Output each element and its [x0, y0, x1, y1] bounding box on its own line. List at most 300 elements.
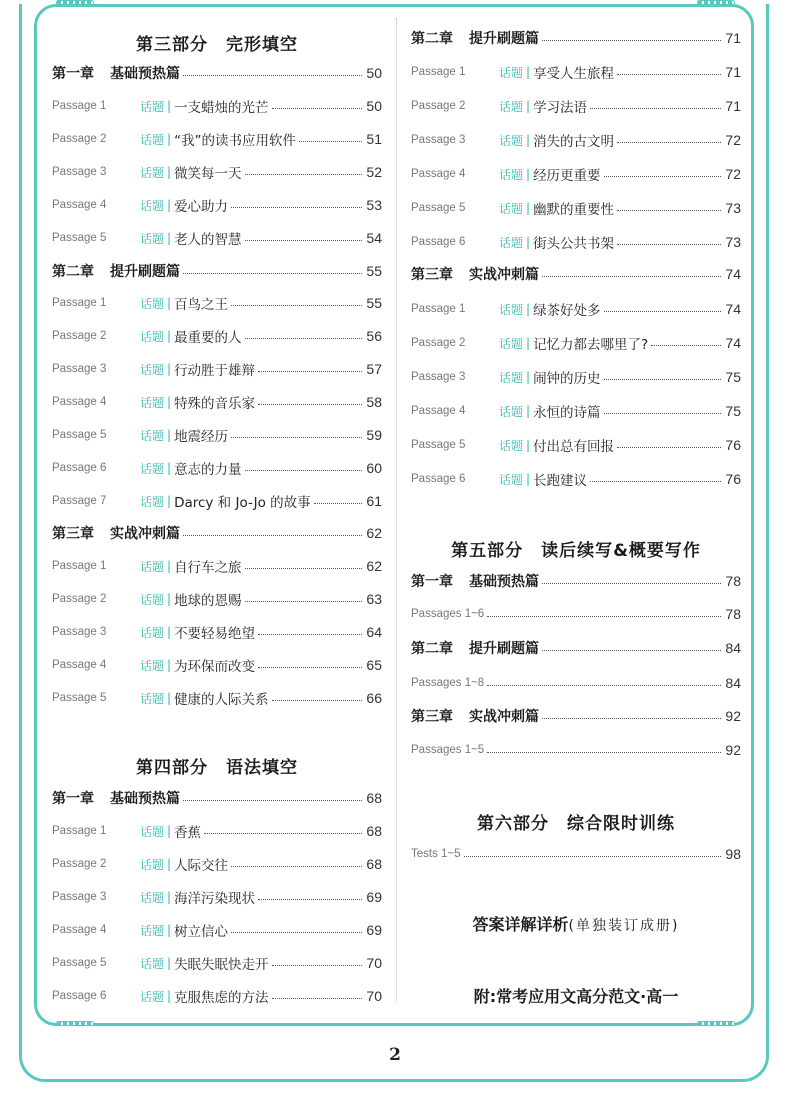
chapter-name: 提升刷题篇	[469, 641, 539, 657]
page-ref: 92	[725, 742, 741, 758]
page-ref: 71	[725, 64, 741, 80]
topic-tag: 话题	[140, 857, 165, 872]
passage-range-row[interactable]	[411, 740, 741, 760]
passage-row[interactable]	[411, 299, 741, 319]
passage-label: Passage 6	[52, 462, 107, 474]
chapter-row[interactable]	[52, 788, 382, 808]
page-ref: 53	[366, 197, 382, 213]
passage-title: 消失的古文明	[533, 134, 615, 150]
leader-dots	[590, 108, 721, 109]
page-ref: 55	[366, 263, 382, 279]
passage-row[interactable]	[52, 326, 382, 346]
passage-label: Passage 5	[52, 692, 107, 704]
page-ref: 76	[725, 437, 741, 453]
tag-separator: |	[167, 625, 172, 639]
leader-dots	[617, 210, 721, 211]
tag-separator: |	[526, 201, 531, 215]
tag-separator: |	[167, 890, 172, 904]
chapter-name: 基础预热篇	[110, 791, 180, 807]
passage-title: 闹钟的历史	[533, 371, 601, 387]
chapter-name: 实战冲刺篇	[469, 709, 539, 725]
passage-row[interactable]	[52, 589, 382, 609]
passage-row[interactable]	[411, 367, 741, 387]
passage-row[interactable]	[52, 622, 382, 642]
chapter-row[interactable]	[411, 28, 741, 48]
tag-separator: |	[167, 329, 172, 343]
passage-label: Passage 6	[411, 473, 466, 485]
topic-tag: 话题	[140, 989, 165, 1004]
passage-title: 不要轻易绝望	[174, 626, 256, 642]
tag-separator: |	[167, 198, 172, 212]
leader-dots	[183, 75, 362, 76]
topic-tag: 话题	[140, 231, 165, 246]
tag-separator: |	[526, 404, 531, 418]
topic-tag: 话题	[140, 198, 165, 213]
passage-row[interactable]	[52, 458, 382, 478]
page-ref: 55	[366, 295, 382, 311]
chapter-number: 第一章	[52, 66, 94, 82]
page-ref: 57	[366, 361, 382, 377]
leader-dots	[604, 379, 722, 380]
chapter-name: 提升刷题篇	[469, 31, 539, 47]
tag-separator: |	[167, 592, 172, 606]
page-ref: 62	[366, 558, 382, 574]
passage-row[interactable]	[52, 920, 382, 940]
topic-tag: 话题	[140, 461, 165, 476]
tag-separator: |	[167, 296, 172, 310]
passage-row[interactable]	[52, 162, 382, 182]
leader-dots	[258, 667, 362, 668]
passage-title: 一支蜡烛的光芒	[174, 100, 269, 116]
page-ref: 74	[725, 266, 741, 282]
passage-row[interactable]	[411, 401, 741, 421]
topic-tag: 话题	[499, 336, 524, 351]
topic-tag: 话题	[140, 99, 165, 114]
passage-label: Passage 4	[52, 659, 107, 671]
leader-dots	[245, 174, 363, 175]
chapter-number: 第三章	[411, 267, 453, 283]
topic-tag: 话题	[499, 404, 524, 419]
leader-dots	[231, 207, 362, 208]
passage-row[interactable]	[52, 556, 382, 576]
page-ref: 54	[366, 230, 382, 246]
passage-row[interactable]	[52, 986, 382, 1006]
page-ref: 72	[725, 132, 741, 148]
topic-tag: 话题	[140, 165, 165, 180]
page-ref: 71	[725, 98, 741, 114]
passage-label: Passage 5	[52, 957, 107, 969]
appendix-title[interactable]: 附:常考应用文高分范文·高一	[473, 987, 679, 1006]
passage-title: 最重要的人	[174, 330, 242, 346]
passage-row[interactable]	[52, 359, 382, 379]
passage-row[interactable]	[52, 392, 382, 412]
topic-tag: 话题	[499, 99, 524, 114]
part-title: 第五部分 读后续写&概要写作	[451, 541, 701, 561]
tag-separator: |	[167, 691, 172, 705]
topic-tag: 话题	[499, 235, 524, 250]
leader-dots	[231, 305, 362, 306]
chapter-row[interactable]	[52, 63, 382, 83]
leader-dots	[183, 535, 362, 536]
leader-dots	[272, 108, 363, 109]
tag-separator: |	[167, 658, 172, 672]
tag-separator: |	[526, 99, 531, 113]
passage-label: Passage 3	[52, 363, 107, 375]
page-ref: 75	[725, 369, 741, 385]
passage-row[interactable]	[52, 491, 382, 511]
page-ref: 70	[366, 988, 382, 1004]
tag-separator: |	[167, 362, 172, 376]
topic-tag: 话题	[140, 625, 165, 640]
page-ref: 84	[725, 640, 741, 656]
page-ref: 60	[366, 460, 382, 476]
chapter-number: 第一章	[52, 791, 94, 807]
tag-separator: |	[526, 133, 531, 147]
column-divider	[396, 18, 397, 1002]
leader-dots	[245, 568, 363, 569]
passage-title: 永恒的诗篇	[533, 405, 601, 421]
passage-range-row[interactable]	[411, 604, 741, 624]
tag-separator: |	[167, 395, 172, 409]
chapter-row[interactable]	[411, 706, 741, 726]
chapter-number: 第三章	[52, 526, 94, 542]
page-ref: 73	[725, 200, 741, 216]
page-ref: 65	[366, 657, 382, 673]
tests-row[interactable]	[411, 844, 741, 864]
page-ref: 51	[366, 131, 382, 147]
chapter-name: 实战冲刺篇	[469, 267, 539, 283]
page-ref: 69	[366, 889, 382, 905]
answers-main: 答案详解详析	[472, 915, 569, 934]
passage-row[interactable]	[411, 62, 741, 82]
topic-tag: 话题	[140, 494, 165, 509]
topic-tag: 话题	[140, 132, 165, 147]
passage-range-label: Passages 1~5	[411, 744, 485, 756]
passage-title: 失眠失眠快走开	[174, 957, 269, 973]
leader-dots	[487, 685, 721, 686]
passage-title: 百鸟之王	[174, 297, 229, 313]
topic-tag: 话题	[499, 167, 524, 182]
passage-label: Passage 4	[411, 405, 466, 417]
topic-tag: 话题	[499, 65, 524, 80]
passage-label: Passage 2	[411, 100, 466, 112]
leader-dots	[258, 634, 362, 635]
leader-dots	[272, 700, 363, 701]
leader-dots	[651, 345, 721, 346]
tag-separator: |	[167, 132, 172, 146]
passage-title: 经历更重要	[533, 168, 601, 184]
passage-label: Passage 5	[52, 429, 107, 441]
passage-row[interactable]	[52, 228, 382, 248]
passage-label: Passage 1	[52, 297, 107, 309]
chapter-number: 第二章	[52, 264, 94, 280]
passage-label: Passage 7	[52, 495, 107, 507]
leader-dots	[604, 176, 722, 177]
tag-separator: |	[167, 989, 172, 1003]
tag-separator: |	[167, 857, 172, 871]
page-ref: 61	[366, 493, 382, 509]
page-ref: 68	[366, 856, 382, 872]
passage-title: 意志的力量	[174, 462, 242, 478]
page-ref: 59	[366, 427, 382, 443]
passage-label: Passage 3	[411, 134, 466, 146]
passage-row[interactable]	[411, 469, 741, 489]
passage-label: Passage 1	[411, 303, 466, 315]
leader-dots	[464, 856, 722, 857]
passage-label: Passage 4	[52, 924, 107, 936]
leader-dots	[245, 470, 363, 471]
leader-dots	[245, 240, 363, 241]
leader-dots	[272, 965, 363, 966]
tag-separator: |	[167, 231, 172, 245]
leader-dots	[245, 338, 363, 339]
chapter-name: 基础预热篇	[469, 574, 539, 590]
chapter-name: 基础预热篇	[110, 66, 180, 82]
passage-label: Passage 4	[411, 168, 466, 180]
passage-label: Passage 4	[52, 396, 107, 408]
topic-tag: 话题	[140, 890, 165, 905]
passage-title: 特殊的音乐家	[174, 396, 256, 412]
page-ref: 78	[725, 573, 741, 589]
passage-row[interactable]	[411, 198, 741, 218]
leader-dots	[617, 142, 721, 143]
passage-title: 自行车之旅	[174, 560, 242, 576]
leader-dots	[542, 718, 721, 719]
page-ref: 74	[725, 301, 741, 317]
passage-row[interactable]	[411, 164, 741, 184]
passage-label: Passage 3	[52, 626, 107, 638]
chapter-row[interactable]	[411, 571, 741, 591]
passage-label: Passage 5	[52, 232, 107, 244]
leader-dots	[617, 74, 721, 75]
tag-separator: |	[526, 65, 531, 79]
chapter-name: 提升刷题篇	[110, 264, 180, 280]
leader-dots	[258, 371, 362, 372]
part-title: 第四部分 语法填空	[136, 758, 298, 778]
passage-row[interactable]	[52, 953, 382, 973]
topic-tag: 话题	[140, 923, 165, 938]
tag-separator: |	[167, 461, 172, 475]
topic-tag: 话题	[499, 472, 524, 487]
passage-title: 香蕉	[174, 825, 202, 841]
passage-label: Passage 1	[411, 66, 466, 78]
leader-dots	[542, 276, 721, 277]
passage-label: Passage 2	[52, 133, 107, 145]
passage-title: 绿茶好处多	[533, 303, 601, 319]
passage-title: “我”的读书应用软件	[174, 133, 297, 149]
passage-row[interactable]	[411, 232, 741, 252]
passage-label: Passage 1	[52, 100, 107, 112]
passage-title: 人际交往	[174, 858, 229, 874]
leader-dots	[590, 481, 721, 482]
passage-title: 享受人生旅程	[533, 66, 615, 82]
topic-tag: 话题	[140, 362, 165, 377]
chapter-row[interactable]	[52, 261, 382, 281]
passage-label: Passage 3	[52, 891, 107, 903]
passage-label: Passage 5	[411, 202, 466, 214]
passage-row[interactable]	[411, 130, 741, 150]
page-number: 2	[389, 1045, 401, 1065]
leader-dots	[542, 650, 721, 651]
leader-dots	[487, 752, 721, 753]
topic-tag: 话题	[140, 428, 165, 443]
passage-title: 爱心助力	[174, 199, 229, 215]
passage-label: Passage 2	[52, 593, 107, 605]
passage-label: Passage 6	[52, 990, 107, 1002]
passage-title: 地球的恩赐	[174, 593, 242, 609]
page-ref: 69	[366, 922, 382, 938]
page-ref: 56	[366, 328, 382, 344]
leader-dots	[204, 833, 362, 834]
topic-tag: 话题	[140, 658, 165, 673]
topic-tag: 话题	[140, 956, 165, 971]
page-ref: 72	[725, 166, 741, 182]
tag-separator: |	[526, 167, 531, 181]
topic-tag: 话题	[499, 133, 524, 148]
topic-tag: 话题	[140, 691, 165, 706]
passage-row[interactable]	[52, 129, 382, 149]
tag-separator: |	[167, 494, 172, 508]
passage-row[interactable]	[52, 293, 382, 313]
passage-label: Passage 1	[52, 560, 107, 572]
topic-tag: 话题	[140, 329, 165, 344]
passage-title: 海洋污染现状	[174, 891, 256, 907]
passage-label: Passage 6	[411, 236, 466, 248]
leader-dots	[231, 866, 362, 867]
page-ref: 64	[366, 624, 382, 640]
tag-separator: |	[526, 472, 531, 486]
leader-dots	[487, 616, 721, 617]
passage-title: 为环保而改变	[174, 659, 256, 675]
page-ref: 63	[366, 591, 382, 607]
chapter-number: 第一章	[411, 574, 453, 590]
passage-row[interactable]	[52, 821, 382, 841]
chapter-row[interactable]	[411, 264, 741, 284]
page-ref: 68	[366, 790, 382, 806]
page-ref: 84	[725, 675, 741, 691]
passage-label: Passage 2	[52, 858, 107, 870]
answers-title[interactable]	[411, 912, 741, 935]
passage-row[interactable]	[411, 96, 741, 116]
leader-dots	[604, 413, 722, 414]
passage-title: 地震经历	[174, 429, 229, 445]
topic-tag: 话题	[140, 395, 165, 410]
passage-row[interactable]	[52, 887, 382, 907]
tag-separator: |	[167, 428, 172, 442]
page-ref: 78	[725, 606, 741, 622]
page-ref: 71	[725, 30, 741, 46]
passage-label: Passage 4	[52, 199, 107, 211]
tag-separator: |	[167, 559, 172, 573]
page-ref: 73	[725, 234, 741, 250]
topic-tag: 话题	[499, 201, 524, 216]
passage-title: Darcy 和 Jo-Jo 的故事	[174, 495, 311, 511]
passage-title: 微笑每一天	[174, 166, 242, 182]
topic-tag: 话题	[499, 438, 524, 453]
passage-title: 长跑建议	[533, 473, 588, 489]
passage-label: Passage 1	[52, 825, 107, 837]
topic-tag: 话题	[140, 296, 165, 311]
chapter-row[interactable]	[52, 523, 382, 543]
page-ref: 52	[366, 164, 382, 180]
leader-dots	[258, 899, 362, 900]
passage-label: Passage 3	[411, 371, 466, 383]
topic-tag: 话题	[140, 559, 165, 574]
passage-title: 街头公共书架	[533, 236, 615, 252]
passage-title: 老人的智慧	[174, 232, 242, 248]
topic-tag: 话题	[499, 370, 524, 385]
passage-title: 幽默的重要性	[533, 202, 615, 218]
passage-title: 克服焦虑的方法	[174, 990, 269, 1006]
leader-dots	[604, 311, 722, 312]
passage-label: Passage 2	[52, 330, 107, 342]
leader-dots	[542, 583, 721, 584]
page-ref: 68	[366, 823, 382, 839]
passage-row[interactable]	[411, 435, 741, 455]
tests-label: Tests 1~5	[411, 848, 461, 860]
chapter-number: 第三章	[411, 709, 453, 725]
chapter-row[interactable]	[411, 638, 741, 658]
answers-sub: (单独装订成册)	[568, 918, 680, 934]
passage-row[interactable]	[52, 96, 382, 116]
passage-title: 树立信心	[174, 924, 229, 940]
leader-dots	[231, 437, 362, 438]
passage-row[interactable]	[52, 688, 382, 708]
leader-dots	[183, 800, 362, 801]
tag-separator: |	[167, 923, 172, 937]
passage-title: 学习法语	[533, 100, 588, 116]
chapter-number: 第二章	[411, 31, 453, 47]
corner-decoration-tr	[697, 0, 735, 5]
passage-title: 记忆力都去哪里了?	[533, 337, 649, 353]
part-title: 第三部分 完形填空	[136, 35, 298, 55]
leader-dots	[617, 244, 721, 245]
tag-separator: |	[526, 370, 531, 384]
passage-row[interactable]	[52, 195, 382, 215]
passage-range-label: Passages 1~6	[411, 608, 485, 620]
page-ref: 92	[725, 708, 741, 724]
leader-dots	[245, 601, 363, 602]
leader-dots	[183, 273, 362, 274]
corner-decoration-bl	[56, 1021, 94, 1026]
page-ref: 50	[366, 98, 382, 114]
page-ref: 70	[366, 955, 382, 971]
passage-row[interactable]	[411, 333, 741, 353]
passage-label: Passage 5	[411, 439, 466, 451]
tag-separator: |	[526, 235, 531, 249]
passage-row[interactable]	[52, 655, 382, 675]
page-ref: 50	[366, 65, 382, 81]
tag-separator: |	[526, 302, 531, 316]
passage-title: 健康的人际关系	[174, 692, 269, 708]
corner-decoration-br	[697, 1021, 735, 1026]
passage-title: 行动胜于雄辩	[174, 363, 256, 379]
corner-decoration-tl	[56, 0, 94, 5]
passage-row[interactable]	[52, 425, 382, 445]
passage-row[interactable]	[52, 854, 382, 874]
page-ref: 66	[366, 690, 382, 706]
passage-label: Passage 2	[411, 337, 466, 349]
leader-dots	[231, 932, 362, 933]
passage-range-row[interactable]	[411, 673, 741, 693]
passage-title: 付出总有回报	[533, 439, 615, 455]
chapter-name: 实战冲刺篇	[110, 526, 180, 542]
leader-dots	[258, 404, 362, 405]
page-ref: 58	[366, 394, 382, 410]
tag-separator: |	[167, 99, 172, 113]
page-ref: 74	[725, 335, 741, 351]
leader-dots	[617, 447, 721, 448]
